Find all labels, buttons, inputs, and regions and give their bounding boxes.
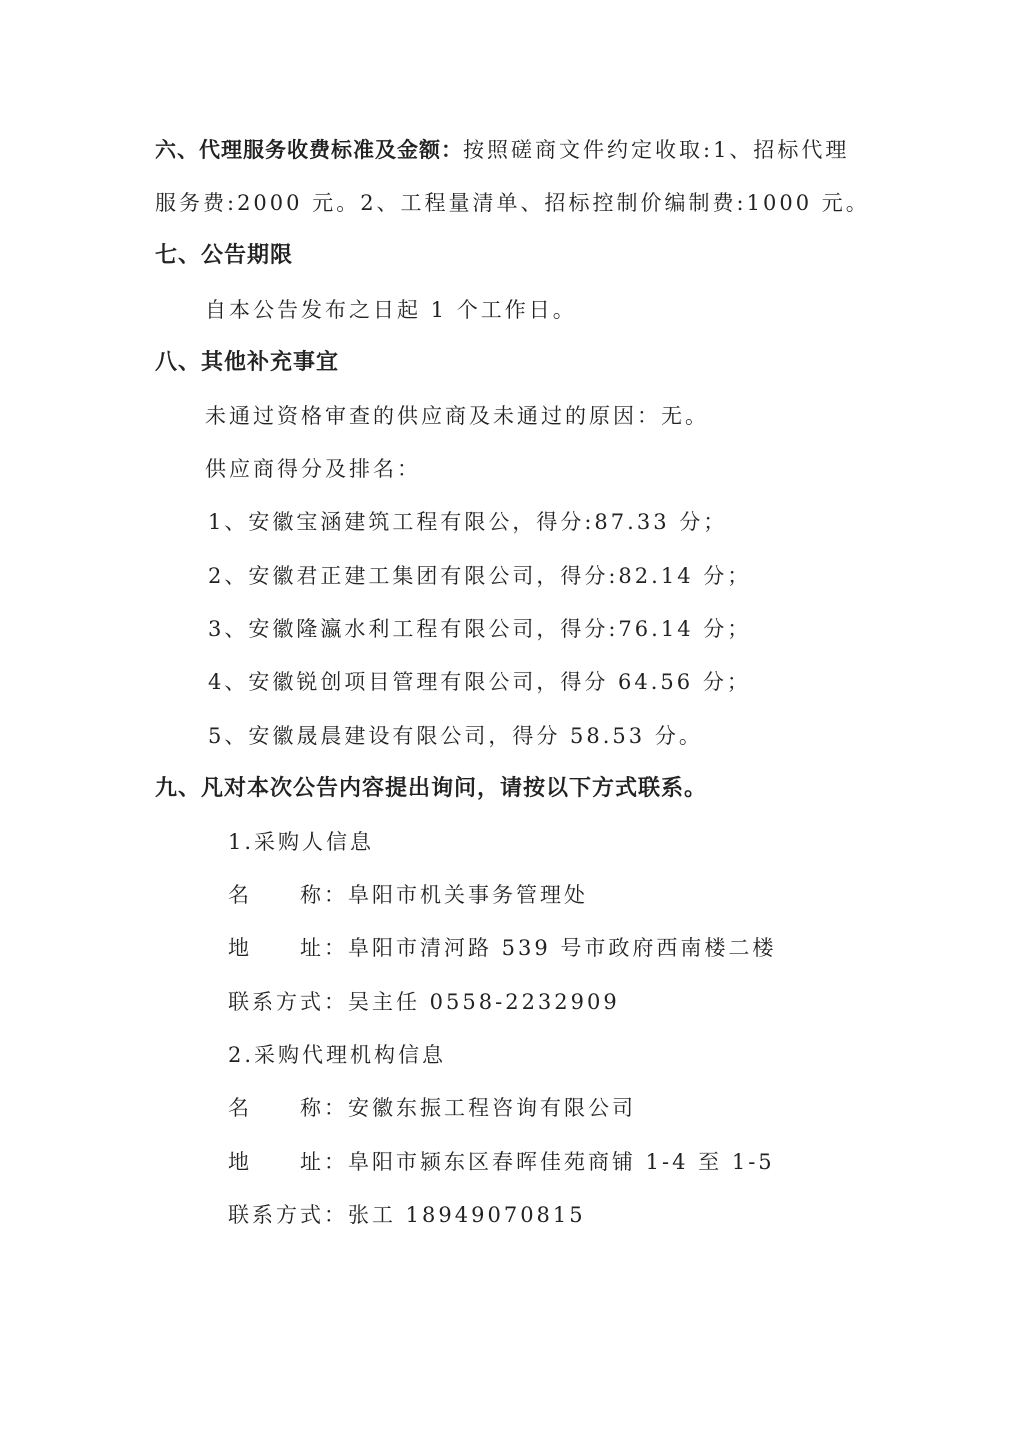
failed-suppliers: 未通过资格审查的供应商及未通过的原因：无。 xyxy=(205,404,709,428)
section-6-heading: 六、代理服务收费标准及金额： xyxy=(155,138,463,162)
ranking-title: 供应商得分及排名： xyxy=(205,457,421,481)
agent-name: 名 称：安徽东振工程咨询有限公司 xyxy=(228,1096,636,1120)
buyer-address: 地 址：阜阳市清河路 539 号市政府西南楼二楼 xyxy=(228,936,777,960)
ranking-item: 2、安徽君正建工集团有限公司，得分:82.14 分； xyxy=(208,564,752,588)
buyer-title: 1.采购人信息 xyxy=(228,830,375,854)
ranking-item: 5、安徽晟晨建设有限公司，得分 58.53 分。 xyxy=(208,724,703,748)
buyer-name: 名 称：阜阳市机关事务管理处 xyxy=(228,883,588,907)
buyer-contact: 联系方式：吴主任 0558-2232909 xyxy=(228,990,620,1014)
section-7-text: 自本公告发布之日起 1 个工作日。 xyxy=(205,298,577,322)
section-6-line-1 xyxy=(155,137,849,163)
section-6-line-2: 服务费:2000 元。2、工程量清单、招标控制价编制费:1000 元。 xyxy=(155,191,870,215)
ranking-item: 4、安徽锐创项目管理有限公司，得分 64.56 分； xyxy=(208,670,751,694)
ranking-item: 1、安徽宝涵建筑工程有限公，得分:87.33 分； xyxy=(208,510,728,534)
agent-contact: 联系方式：张工 18949070815 xyxy=(228,1203,586,1227)
agent-address: 地 址：阜阳市颍东区春晖佳苑商铺 1-4 至 1-5 xyxy=(228,1150,775,1174)
section-9-heading: 九、凡对本次公告内容提出询问，请按以下方式联系。 xyxy=(155,776,708,801)
section-8-heading: 八、其他补充事宜 xyxy=(155,350,340,375)
section-7-heading: 七、公告期限 xyxy=(155,243,294,268)
section-6-text: 按照磋商文件约定收取:1、招标代理 xyxy=(463,138,850,162)
ranking-item: 3、安徽隆瀛水利工程有限公司，得分:76.14 分； xyxy=(208,617,752,641)
agent-title: 2.采购代理机构信息 xyxy=(228,1043,447,1067)
